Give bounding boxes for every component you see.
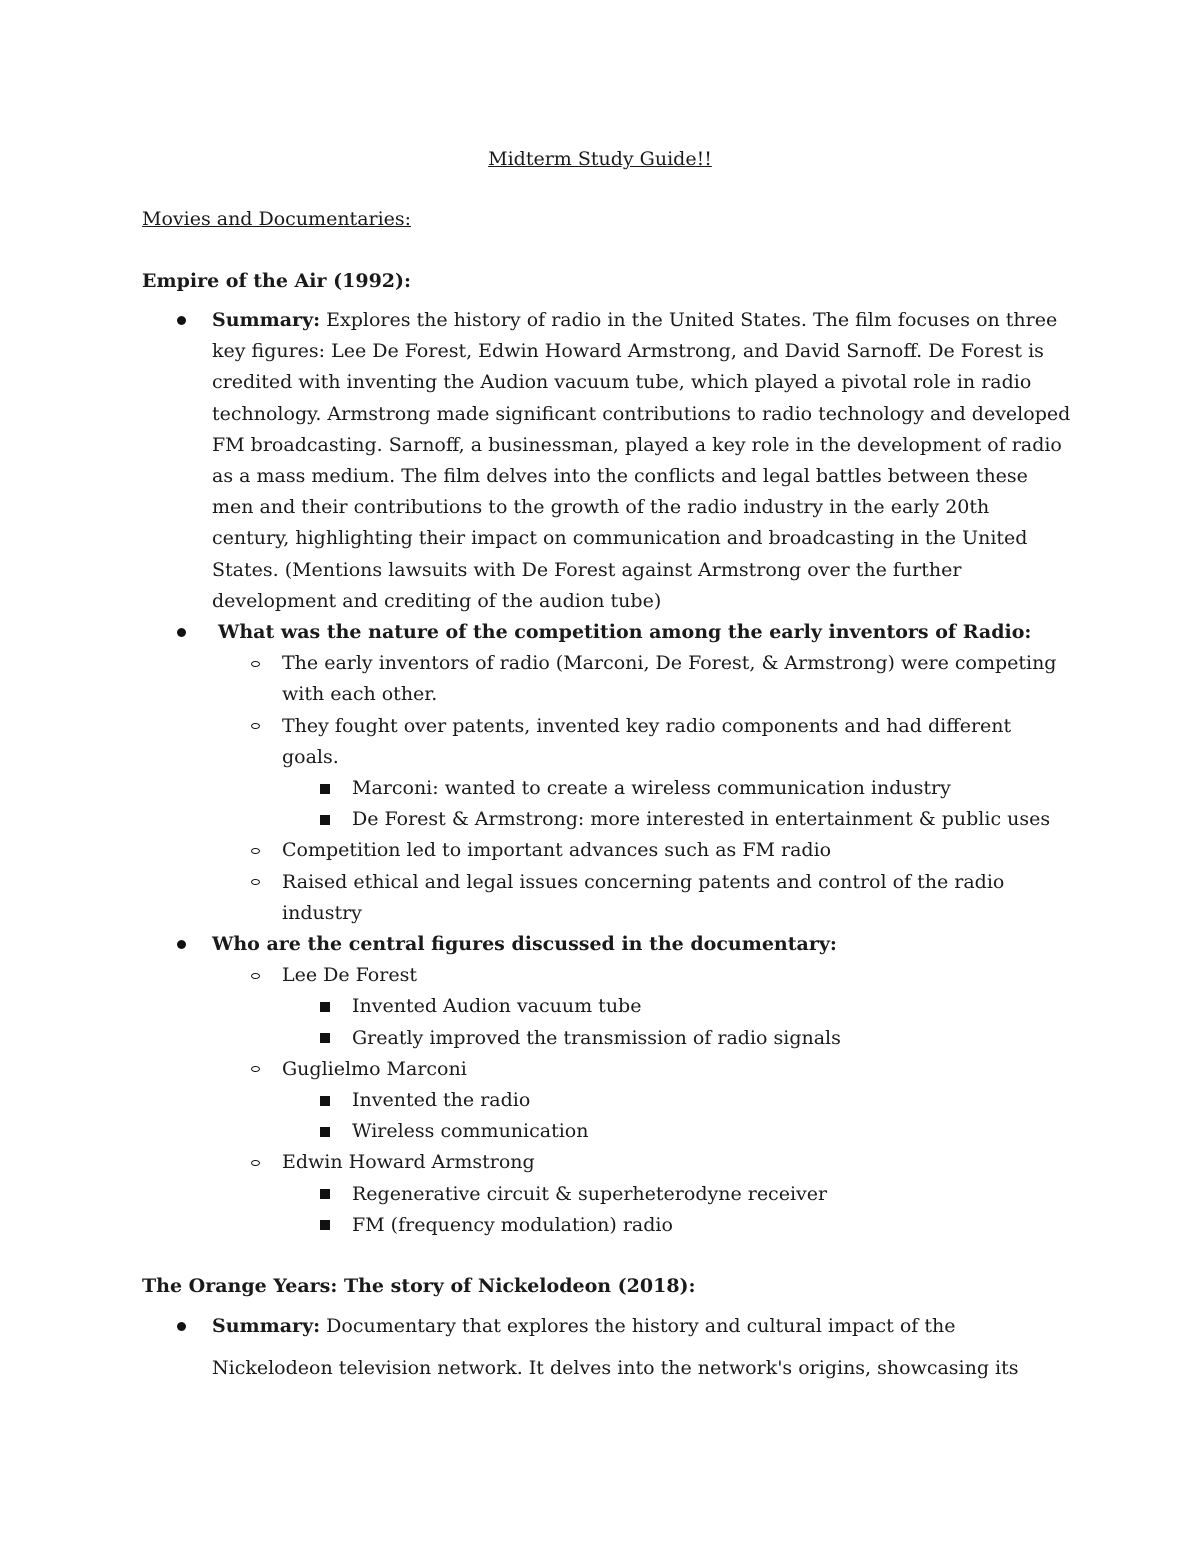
question-bullet-central-figures — [0, 929, 1072, 960]
film-heading-orange-years: The Orange Years: The story of Nickelodeon (2018): — [142, 1275, 696, 1297]
list-item — [0, 867, 1072, 929]
summary-label: Summary: — [212, 1315, 321, 1337]
bullet-circle-icon — [245, 960, 265, 991]
list-item-text: Marconi: wanted to create a wireless communication industry — [352, 777, 951, 800]
list-item — [0, 1023, 1072, 1054]
figure-item-marconi — [0, 1054, 1072, 1085]
list-item — [0, 773, 1072, 804]
bullet-circle-icon — [245, 648, 265, 679]
bullet-square-icon — [315, 991, 335, 1022]
film-heading-empire-of-the-air: Empire of the Air (1992): — [142, 270, 412, 292]
list-item-text: Regenerative circuit & superheterodyne receiver — [352, 1182, 828, 1205]
list-item-text: They fought over patents, invented key radio components and had different goals. — [282, 714, 1012, 768]
bullet-dot-icon — [171, 929, 191, 960]
list-item-text: Greatly improved the transmission of radio signals — [352, 1026, 841, 1049]
summary-text: Explores the history of radio in the United States. The film focuses on three key figures: Lee De Forest, Edwin Howard Armstrong, and David Sarnoff. De Forest is credited with inventing the Audion vacuum tube, which played a pivotal role in radio technology. Armstrong made significant contributions to radio technology and developed FM broadcasting. Sarnoff, a businessman, played a key role in the development of radio as a mass medium. The film delves into the conflicts and legal battles between these men and their contributions to the growth of the radio industry in the early 20th century, highlighting their impact on communication and broadcasting in the United States. (Mentions lawsuits with De Forest against Armstrong over the further development and crediting of the audion tube) — [212, 309, 1071, 612]
bullet-dot-icon — [171, 1305, 191, 1347]
bullet-square-icon — [315, 1085, 335, 1116]
list-item — [0, 804, 1072, 835]
bullet-circle-icon — [245, 711, 265, 742]
section-heading: Movies and Documentaries: — [142, 208, 412, 230]
figure-item-armstrong — [0, 1147, 1072, 1178]
figure-item-de-forest — [0, 960, 1072, 991]
list-item — [0, 1116, 1072, 1147]
bullet-square-icon — [315, 1179, 335, 1210]
list-item — [0, 648, 1072, 710]
summary-bullet — [0, 305, 1072, 617]
list-item — [0, 835, 1072, 866]
question-competition: What was the nature of the competition among the early inventors of Radio: — [218, 621, 1032, 644]
bullet-circle-icon — [245, 1054, 265, 1085]
list-item-text: Competition led to important advances such as FM radio — [282, 839, 832, 862]
figure-name: Edwin Howard Armstrong — [282, 1151, 535, 1174]
page-title: Midterm Study Guide!! — [488, 148, 712, 170]
bullet-square-icon — [315, 1023, 335, 1054]
bullet-square-icon — [315, 1116, 335, 1147]
bullet-circle-icon — [245, 835, 265, 866]
summary-text: Documentary that explores the history and cultural impact of the Nickelodeon television network. It delves into the network's origins, showcasing its — [212, 1315, 1019, 1379]
summary-label: Summary: — [212, 309, 321, 331]
bullet-dot-icon — [171, 617, 191, 648]
question-central-figures: Who are the central figures discussed in the documentary: — [212, 933, 837, 956]
bullet-square-icon — [315, 773, 335, 804]
list-item-text: Raised ethical and legal issues concerning patents and control of the radio industry — [282, 870, 1005, 924]
summary-bullet — [0, 1305, 1072, 1389]
list-item — [0, 1179, 1072, 1210]
film1-notes-list — [0, 305, 1200, 1241]
list-item — [0, 991, 1072, 1022]
film2-notes-list — [0, 1305, 1200, 1389]
list-item-text: FM (frequency modulation) radio — [352, 1213, 673, 1236]
bullet-square-icon — [315, 804, 335, 835]
list-item-text: Invented the radio — [352, 1089, 531, 1112]
bullet-square-icon — [315, 1210, 335, 1241]
list-item-text: Wireless communication — [352, 1120, 589, 1143]
figure-name: Guglielmo Marconi — [282, 1057, 467, 1080]
list-item — [0, 711, 1072, 773]
list-item — [0, 1085, 1072, 1116]
list-item-text: The early inventors of radio (Marconi, De Forest, & Armstrong) were competing with each other. — [282, 652, 1057, 706]
figure-name: Lee De Forest — [282, 964, 417, 987]
question-bullet-competition — [0, 617, 1078, 648]
bullet-dot-icon — [171, 305, 191, 336]
bullet-circle-icon — [245, 867, 265, 898]
bullet-circle-icon — [245, 1147, 265, 1178]
list-item — [0, 1210, 1072, 1241]
list-item-text: De Forest & Armstrong: more interested in entertainment & public uses — [352, 808, 1051, 831]
list-item-text: Invented Audion vacuum tube — [352, 995, 642, 1018]
